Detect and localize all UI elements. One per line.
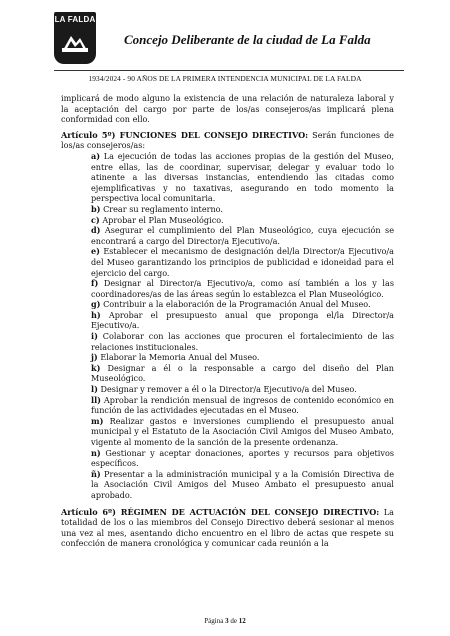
list-item-letter: ñ): [91, 468, 101, 479]
intro-paragraph: implicará de modo alguno la existencia de una relación de naturaleza laboral y la aceptación del cargo por parte de los/as consejeros/as implicará plena conformidad con ello.: [61, 93, 394, 125]
list-item-letter: a): [91, 150, 101, 161]
list-item-letter: ll): [91, 394, 101, 405]
list-item-text: La ejecución de todas las acciones propias de la gestión del Museo, entre ellas, las de coordinar, supervisar, delegar y evaluar todo lo atinente a las diversas instancias, entendiendo las citadas como ejemplificativas y no taxativas, asegurando en todo momento la perspectiva local comunitaria.: [91, 150, 394, 204]
footer-prefix: Página: [204, 617, 226, 625]
document-body: [61, 93, 394, 549]
functions-list: [61, 151, 394, 501]
list-item-text: Crear su reglamento interno.: [100, 203, 223, 214]
list-item: [91, 331, 394, 352]
list-item: [91, 204, 394, 215]
list-item-text: Contribuir a la elaboración de la Programación Anual del Museo.: [100, 299, 371, 310]
article-5: [61, 130, 394, 151]
list-item-text: Gestionar y aceptar donaciones, aportes y recursos para objetivos específicos.: [91, 447, 394, 469]
list-item: [91, 225, 394, 246]
list-item-letter: j): [91, 352, 98, 363]
list-item: [91, 469, 394, 501]
list-item: [91, 395, 394, 416]
page-header: [0, 0, 450, 92]
list-item-text: Aprobar el presupuesto anual que proponga el/la Director/a Ejecutivo/a.: [91, 309, 394, 331]
list-item-text: Establecer el mecanismo de designación del/la Director/a Ejecutivo/a del Museo garantizando los principios de publicidad e idoneidad para el ejercicio del cargo.: [91, 246, 394, 278]
list-item: [91, 310, 394, 331]
list-item: [91, 278, 394, 299]
list-item-letter: e): [91, 246, 100, 257]
list-item-letter: c): [91, 214, 100, 225]
list-item-text: Designar al Director/a Ejecutivo/a, como así también a los y las coordinadores/as de las áreas según lo establezca el Plan Museológico.: [91, 278, 394, 299]
list-item: [91, 448, 394, 469]
list-item-letter: k): [91, 362, 101, 373]
header-divider: [54, 70, 404, 71]
list-item-text: Colaborar con las acciones que procuren el fortalecimiento de las relaciones institucionales.: [91, 331, 394, 352]
article-6-heading: Artículo 6º) RÉGIMEN DE ACTUACIÓN DEL CONSEJO DIRECTIVO:: [61, 506, 380, 517]
list-item-text: Aprobar el Plan Museológico.: [99, 214, 224, 225]
list-item-text: Designar a él o la responsable a cargo del diseño del Plan Museológico.: [91, 362, 394, 384]
list-item-letter: l): [91, 384, 98, 395]
list-item-text: Aprobar la rendición mensual de ingresos de contenido económico en función de las actividades ejecutadas en el Museo.: [91, 394, 394, 416]
article-6: [61, 507, 394, 549]
list-item-letter: g): [91, 299, 101, 310]
list-item-letter: m): [91, 415, 104, 426]
list-item-text: Realizar gastos e inversiones cumpliendo el presupuesto anual municipal y el Estatuto de la Asociación Civil Amigos del Museo Ambato, vigente al momento de la sanción de la presente ordenanza.: [91, 415, 394, 447]
list-item: [91, 246, 394, 278]
total-pages-number: 12: [238, 617, 246, 625]
anniversary-subtitle: 1934/2024 - 90 AÑOS DE LA PRIMERA INTENDENCIA MUNICIPAL DE LA FALDA: [88, 74, 362, 83]
logo-text: LA FALDA: [54, 15, 96, 24]
list-item-text: Designar y remover a él o la Director/a Ejecutivo/a del Museo.: [97, 384, 357, 395]
list-item-text: Elaborar la Memoria Anual del Museo.: [97, 352, 260, 363]
list-item-letter: n): [91, 447, 101, 458]
footer-middle: de: [228, 617, 239, 625]
council-title: Concejo Deliberante de la ciudad de La Falda: [124, 32, 371, 47]
list-item-letter: b): [91, 203, 101, 214]
article-5-lead: Serán funciones de los/as consejeros/as:: [61, 129, 394, 151]
list-item-text: Asegurar el cumplimiento del Plan Museológico, cuya ejecución se encontrará a cargo del Director/a Ejecutivo/a.: [91, 225, 394, 246]
list-item-letter: i): [91, 331, 98, 342]
list-item-letter: d): [91, 225, 101, 236]
page-footer: [0, 617, 450, 625]
mountain-emblem-icon: [62, 28, 88, 52]
list-item: [91, 352, 394, 363]
list-item-letter: f): [91, 278, 99, 289]
list-item: [91, 416, 394, 448]
la-falda-logo: [54, 12, 96, 64]
current-page-number: 3: [225, 617, 229, 625]
list-item-text: Presentar a la administración municipal y a la Comisión Directiva de la Asociación Civil Amigos del Museo Ambato el presupuesto anual aprobado.: [91, 468, 394, 500]
list-item: [91, 151, 394, 204]
list-item: [91, 299, 394, 310]
list-item: [91, 363, 394, 384]
list-item-letter: h): [91, 309, 101, 320]
list-item: [91, 215, 394, 226]
article-5-heading: Artículo 5º) FUNCIONES DEL CONSEJO DIRECTIVO:: [61, 129, 309, 140]
list-item: [91, 384, 394, 395]
article-6-text: La totalidad de los o las miembros del Consejo Directivo deberá sesionar al menos una vez al mes, asentando dicho encuentro en el libro de actas que respete su confección de manera cronológica y comunicar cada reunión a la: [61, 506, 395, 549]
